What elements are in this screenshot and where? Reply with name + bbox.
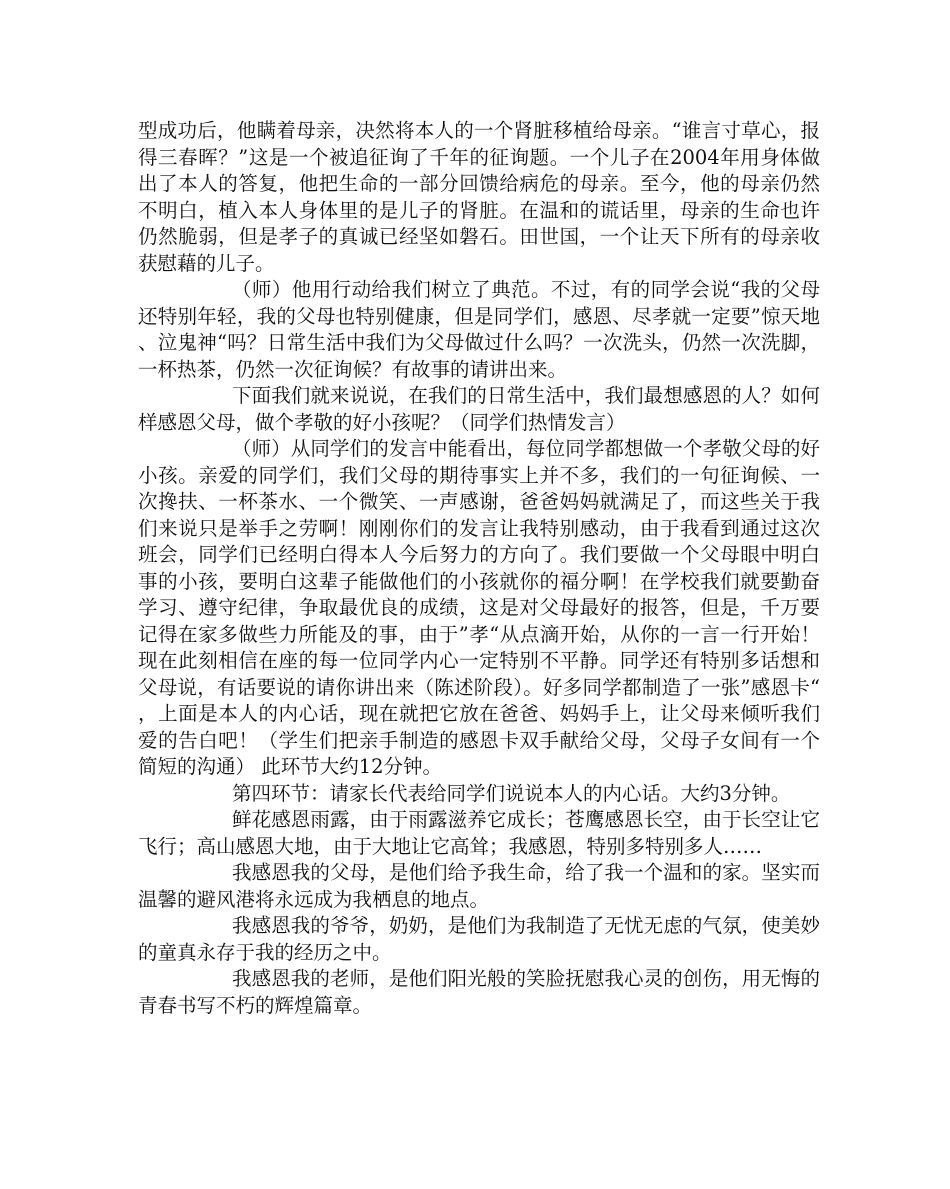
paragraph-discussion-prompt: 下面我们就来说说，在我们的日常生活中，我们最想感恩的人？如何样感恩父母，做个孝敬的好小孩呢？（同学们热情发言）: [138, 384, 820, 434]
paragraph-gratitude-nature: 鲜花感恩雨露，由于雨露滋养它成长；苍鹰感恩长空，由于长空让它飞行；高山感恩大地，由于大地让它高耸；我感恩，特别多特别多人……: [138, 808, 820, 858]
paragraph-kidney-story: 型成功后，他瞒着母亲，决然将本人的一个肾脏移植给母亲。“谁言寸草心，报得三春晖？”这是一个被追征询了千年的征询题。一个儿子在2004年用身体做出了本人的答复，他把生命的一部分回馈给病危的母亲。至今，他的母亲仍然不明白，植入本人身体里的是儿子的肾脏。在温和的谎话里，母亲的生命也许仍然脆弱，但是孝子的真诚已经坚如磐石。田世国，一个让天下所有的母亲收获慰藉的儿子。: [138, 119, 820, 275]
paragraph-fourth-section: 第四环节：请家长代表给同学们说说本人的内心话。大约3分钟。: [232, 781, 791, 805]
paragraph-gratitude-teachers: 我感恩我的老师，是他们阳光般的笑脸抚慰我心灵的创伤，用无悔的青春书写不朽的辉煌篇章。: [138, 967, 820, 1017]
paragraph-teacher-example: （师）他用行动给我们树立了典范。不过，有的同学会说“我的父母还特别年轻，我的父母也特别健康，但是同学们，感恩、尽孝就一定要”惊天地、泣鬼神“吗？日常生活中我们为父母做过什么吗？一次洗头，仍然一次洗脚，一杯热茶，仍然一次征询候？有故事的请讲出来。: [138, 278, 820, 381]
document-page: [138, 118, 820, 1019]
paragraph-teacher-summary: （师）从同学们的发言中能看出，每位同学都想做一个孝敬父母的好小孩。亲爱的同学们，我们父母的期待事实上并不多，我们的一句征询候、一次搀扶、一杯茶水、一个微笑、一声感谢，爸爸妈妈就满足了，而这些关于我们来说只是举手之劳啊！刚刚你们的发言让我特别感动，由于我看到通过这次班会，同学们已经明白得本人今后努力的方向了。我们要做一个父母眼中明白事的小孩，要明白这辈子能做他们的小孩就你的福分啊！在学校我们就要勤奋学习、遵守纪律，争取最优良的成绩，这是对父母最好的报答，但是，千万要记得在家多做些力所能及的事，由于”孝“从点滴开始，从你的一言一行开始！现在此刻相信在座的每一位同学内心一定特别不平静。同学还有特别多话想和父母说，有话要说的请你讲出来（陈述阶段）。好多同学都制造了一张”感恩卡“，上面是本人的内心话，现在就把它放在爸爸、妈妈手上，让父母来倾听我们爱的告白吧！（学生们把亲手制造的感恩卡双手献给父母，父母子女间有一个简短的沟通） 此环节大约12分钟。: [138, 437, 820, 778]
paragraph-gratitude-parents: 我感恩我的父母，是他们给予我生命，给了我一个温和的家。坚实而温馨的避风港将永远成为我栖息的地点。: [138, 861, 820, 911]
paragraph-gratitude-grandparents: 我感恩我的爷爷，奶奶，是他们为我制造了无忧无虑的气氛，使美妙的童真永存于我的经历之中。: [138, 914, 820, 964]
